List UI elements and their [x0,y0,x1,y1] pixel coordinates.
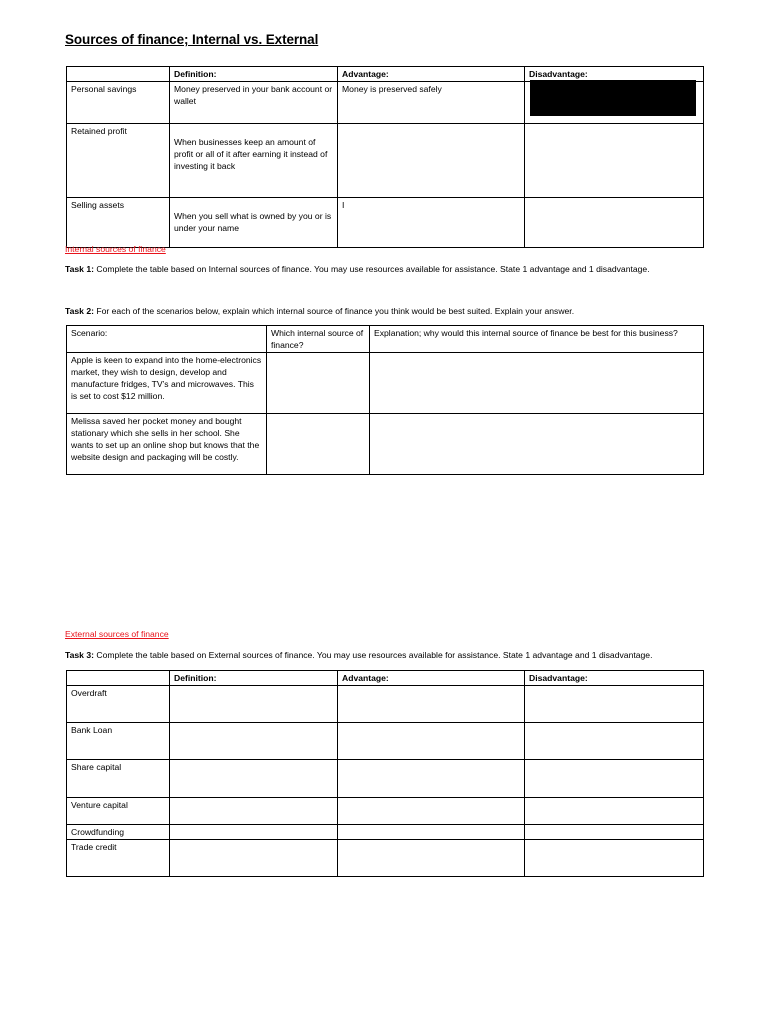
definition-text: When you sell what is owned by you or is under your name [174,211,332,233]
advantage-cell[interactable] [338,825,525,840]
page-title: Sources of finance; Internal vs. External [65,32,319,47]
table-row [67,840,704,877]
advantage-cell[interactable] [338,840,525,877]
task2-label: Task 2: [65,306,94,316]
table-row [67,723,704,760]
table-row [67,798,704,825]
advantage-cell[interactable] [338,760,525,798]
task1-label: Task 1: [65,264,94,274]
table-row [67,198,704,248]
source-answer-cell[interactable] [267,414,370,475]
table2-header-explanation: Explanation; why would this internal source of finance be best for this business? [370,326,704,353]
disadvantage-cell[interactable] [525,760,704,798]
disadvantage-cell[interactable] [525,825,704,840]
internal-sources-heading[interactable]: Internal sources of finance [65,244,166,254]
disadvantage-cell[interactable] [525,723,704,760]
source-cell: Personal savings [67,82,170,124]
table3-header-definition: Definition: [170,671,338,686]
source-cell: Bank Loan [67,723,170,760]
definition-cell[interactable] [170,798,338,825]
disadvantage-cell[interactable] [525,198,704,248]
scenario-cell: Melissa saved her pocket money and bought stationary which she sells in her school. She wants to set up an online shop but knows that the website design and packaging will be costly. [67,414,267,475]
definition-cell[interactable] [170,124,338,198]
advantage-cell[interactable] [338,686,525,723]
table2-header-source: Which internal source of finance? [267,326,370,353]
advantage-cell[interactable] [338,798,525,825]
advantage-cell[interactable] [338,723,525,760]
source-cell: Selling assets [67,198,170,248]
table-row [67,760,704,798]
definition-cell[interactable] [170,760,338,798]
table3-header-disadvantage: Disadvantage: [525,671,704,686]
external-sources-heading[interactable]: External sources of finance [65,629,169,639]
table-row [67,686,704,723]
source-cell: Venture capital [67,798,170,825]
table-row [67,414,704,475]
table3-header-advantage: Advantage: [338,671,525,686]
definition-cell[interactable]: Money preserved in your bank account or wallet [170,82,338,124]
table-row [67,124,704,198]
disadvantage-cell[interactable] [525,798,704,825]
source-cell: Crowdfunding [67,825,170,840]
source-cell: Share capital [67,760,170,798]
table3-header-blank [67,671,170,686]
explanation-answer-cell[interactable] [370,353,704,414]
task3-instruction [65,650,652,660]
disadvantage-cell[interactable] [525,840,704,877]
table1-header-definition: Definition: [170,67,338,82]
task2-instruction [65,306,574,316]
advantage-cell[interactable]: I [338,198,525,248]
definition-cell[interactable] [170,198,338,248]
definition-cell[interactable] [170,723,338,760]
definition-cell[interactable] [170,686,338,723]
task3-label: Task 3: [65,650,94,660]
definition-text: When businesses keep an amount of profit or all of it after earning it instead of investing it back [174,137,328,171]
task3-text: Complete the table based on External sources of finance. You may use resources available for assistance. State 1 advantage and 1 disadvantage. [93,650,653,660]
source-cell: Trade credit [67,840,170,877]
task1-text: Complete the table based on Internal sources of finance. You may use resources available for assistance. State 1 advantage and 1 disadvantage. [93,264,650,274]
advantage-cell[interactable]: Money is preserved safely [338,82,525,124]
task2-text: For each of the scenarios below, explain which internal source of finance you think would be best suited. Explain your answer. [93,306,575,316]
table-row [67,825,704,840]
explanation-answer-cell[interactable] [370,414,704,475]
advantage-cell[interactable] [338,124,525,198]
scenarios-table [66,325,704,475]
table1-header-blank [67,67,170,82]
disadvantage-cell[interactable] [525,686,704,723]
task1-instruction [65,264,650,274]
table1-header-advantage: Advantage: [338,67,525,82]
definition-cell[interactable] [170,825,338,840]
source-answer-cell[interactable] [267,353,370,414]
external-sources-table [66,670,704,877]
redaction-block [530,80,696,116]
source-cell: Retained profit [67,124,170,198]
table1-header-disadvantage: Disadvantage: [525,67,704,82]
table-row [67,353,704,414]
disadvantage-cell[interactable] [525,124,704,198]
definition-cell[interactable] [170,840,338,877]
scenario-cell: Apple is keen to expand into the home-electronics market, they wish to design, develop and manufacture fridges, TV’s and microwaves. This is set to cost $12 million. [67,353,267,414]
source-cell: Overdraft [67,686,170,723]
table2-header-scenario: Scenario: [67,326,267,353]
